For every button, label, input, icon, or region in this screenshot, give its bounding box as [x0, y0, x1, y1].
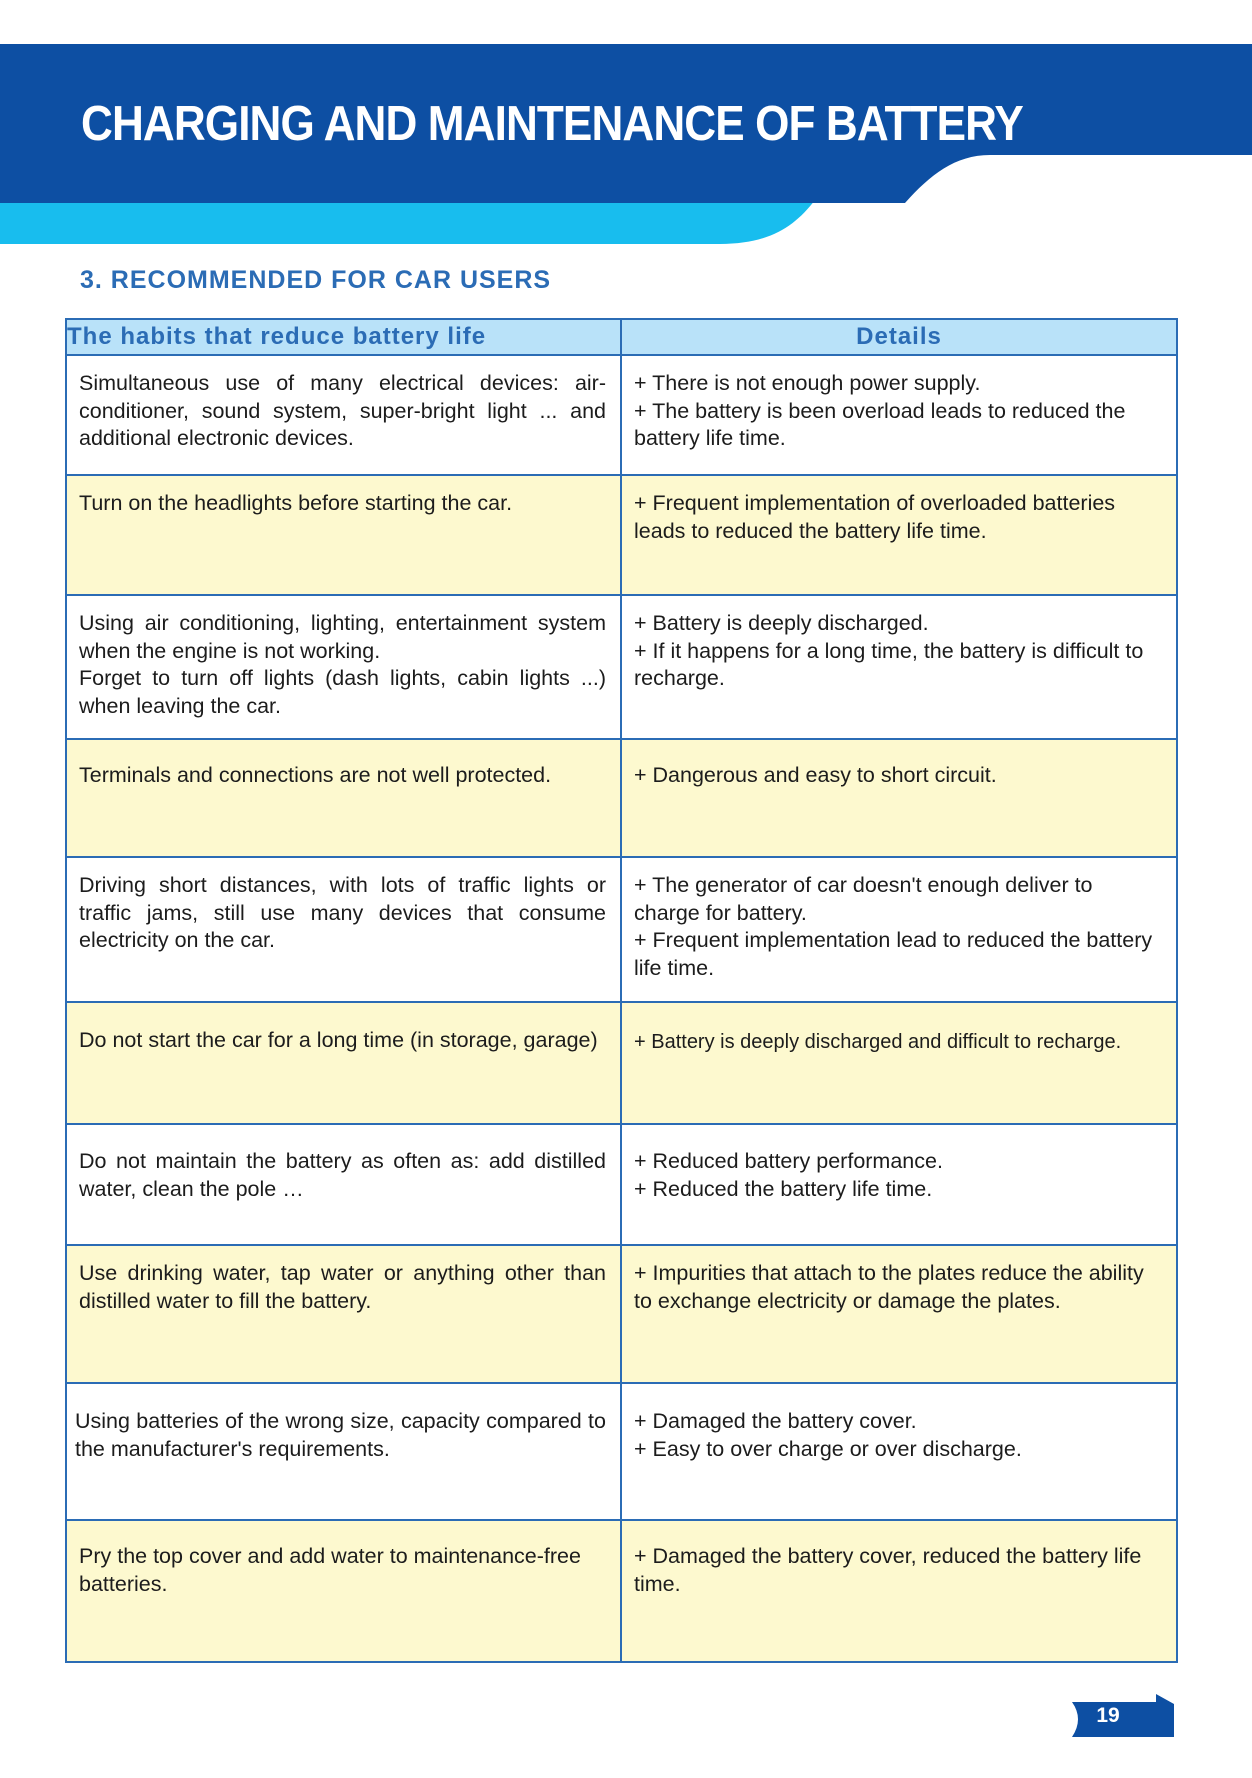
details-cell: [621, 857, 1177, 1002]
habit-cell: [66, 475, 621, 595]
table-row: [66, 1002, 1177, 1124]
table-row: [66, 739, 1177, 857]
page-number: 19: [1096, 1704, 1120, 1727]
details-text: + Damaged the battery cover. + Easy to over charge or over discharge.: [634, 1409, 1022, 1461]
page-title: CHARGING AND MAINTENANCE OF BATTERY: [81, 97, 1023, 151]
habit-cell: [66, 1383, 621, 1520]
table-row: [66, 355, 1177, 475]
table-row: [66, 1124, 1177, 1245]
habit-cell: [66, 857, 621, 1002]
habit-cell: [66, 355, 621, 475]
details-cell: [621, 475, 1177, 595]
details-cell: [621, 355, 1177, 475]
header-light-band: [0, 200, 815, 244]
habit-cell: [66, 1520, 621, 1662]
habit-text: Driving short distances, with lots of traffic lights or traffic jams, still use many devices that consume electricity on the car.: [79, 873, 606, 952]
details-text: + Battery is deeply discharged and difficult to recharge.: [634, 1031, 1122, 1053]
habit-cell: [66, 1245, 621, 1383]
table-row: [66, 1245, 1177, 1383]
section-heading: 3. RECOMMENDED FOR CAR USERS: [80, 266, 552, 294]
habit-cell: [66, 1002, 621, 1124]
habit-text: Use drinking water, tap water or anything other than distilled water to fill the battery.: [79, 1261, 606, 1313]
details-cell: [621, 1383, 1177, 1520]
habit-cell: [66, 1124, 621, 1245]
table-row: [66, 475, 1177, 595]
table-row: [66, 857, 1177, 1002]
details-text: + Impurities that attach to the plates reduce the ability to exchange electricity or damage the plates.: [634, 1261, 1144, 1313]
details-text: + Damaged the battery cover, reduced the battery life time.: [634, 1544, 1142, 1596]
details-cell: [621, 1124, 1177, 1245]
habit-cell: [66, 739, 621, 857]
habit-cell: [66, 595, 621, 739]
habit-text: Pry the top cover and add water to maintenance-free batteries.: [79, 1544, 581, 1596]
column-header-habits: The habits that reduce battery life: [66, 319, 621, 355]
details-cell: [621, 1520, 1177, 1662]
habits-table: [65, 318, 1178, 1663]
habit-text: Simultaneous use of many electrical devices: air-conditioner, sound system, super-bright light ... and additional electronic devices.: [79, 371, 606, 450]
details-text: + The generator of car doesn't enough deliver to charge for battery. + Frequent implementation lead to reduced the battery life time.: [634, 873, 1153, 980]
details-text: + Reduced battery performance. + Reduced the battery life time.: [634, 1149, 943, 1201]
details-text: + There is not enough power supply. + The battery is been overload leads to reduced the battery life time.: [634, 371, 1126, 450]
habit-text: Turn on the headlights before starting the car.: [79, 491, 513, 515]
table-row: [66, 1520, 1177, 1662]
details-cell: [621, 1245, 1177, 1383]
habit-text: Do not maintain the battery as often as: add distilled water, clean the pole …: [79, 1149, 606, 1201]
details-cell: [621, 595, 1177, 739]
details-text: + Battery is deeply discharged. + If it happens for a long time, the battery is difficult to recharge.: [634, 611, 1144, 690]
column-header-details: Details: [621, 319, 1177, 355]
table-header-row: [66, 319, 1177, 355]
details-cell: [621, 1002, 1177, 1124]
habit-text: Terminals and connections are not well protected.: [79, 763, 552, 787]
habit-text: Using air conditioning, lighting, entertainment system when the engine is not working. Forget to turn off lights (dash lights, cabin lights ...) when leaving the car.: [79, 611, 606, 718]
table-row: [66, 595, 1177, 739]
details-cell: [621, 739, 1177, 857]
habit-text: Using batteries of the wrong size, capacity compared to the manufacturer's requirements.: [75, 1409, 606, 1461]
details-text: + Frequent implementation of overloaded batteries leads to reduced the battery life time.: [634, 491, 1116, 543]
habit-text: Do not start the car for a long time (in storage, garage): [79, 1028, 598, 1052]
table-row: [66, 1383, 1177, 1520]
details-text: + Dangerous and easy to short circuit.: [634, 763, 997, 787]
